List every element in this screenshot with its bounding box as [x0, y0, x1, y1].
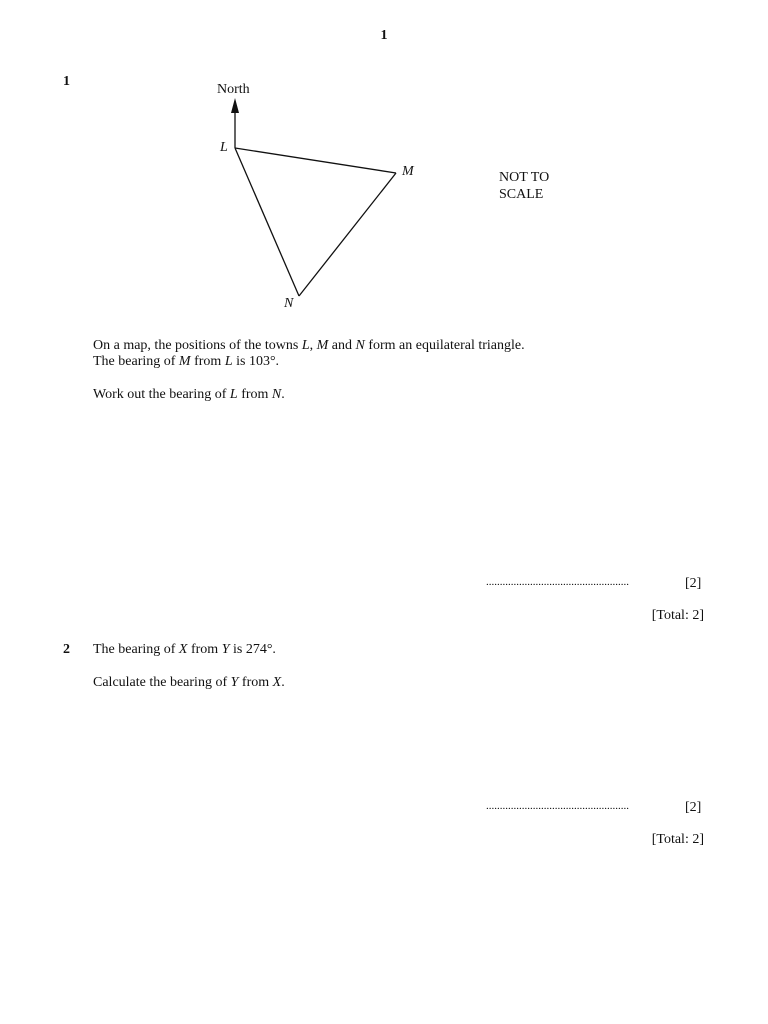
q1-statement-line1: On a map, the positions of the towns L, M and N form an equilateral triangle.: [93, 338, 525, 353]
vertex-label-N: N: [284, 296, 294, 311]
q1-statement-line2: The bearing of M from L is 103°.: [93, 354, 280, 369]
vertex-label-M: M: [402, 164, 414, 179]
q2-answer-line[interactable]: ....................................................: [486, 800, 629, 812]
q1-marks: [2]: [685, 576, 702, 591]
q2-statement: The bearing of X from Y is 274°.: [93, 642, 276, 657]
q1-total: [Total: 2]: [651, 608, 704, 623]
not-to-scale-line1: NOT TO: [499, 170, 550, 185]
north-label: North: [217, 82, 250, 97]
side-MN: [299, 173, 396, 296]
q2-task: Calculate the bearing of Y from X.: [93, 675, 285, 690]
not-to-scale-line2: SCALE: [499, 187, 544, 202]
page-number: 1: [380, 28, 388, 43]
q2-marks: [2]: [685, 800, 702, 815]
side-LM: [235, 148, 396, 173]
q1-task: Work out the bearing of L from N.: [93, 387, 285, 402]
side-NL: [235, 148, 299, 296]
q2-total: [Total: 2]: [651, 832, 704, 847]
question-2-number: 2: [63, 642, 70, 657]
not-to-scale-note: [499, 169, 549, 203]
north-arrow-head: [231, 98, 239, 113]
question-1-number: 1: [63, 74, 70, 89]
q1-answer-line[interactable]: ....................................................: [486, 576, 629, 588]
vertex-label-L: L: [220, 140, 228, 155]
